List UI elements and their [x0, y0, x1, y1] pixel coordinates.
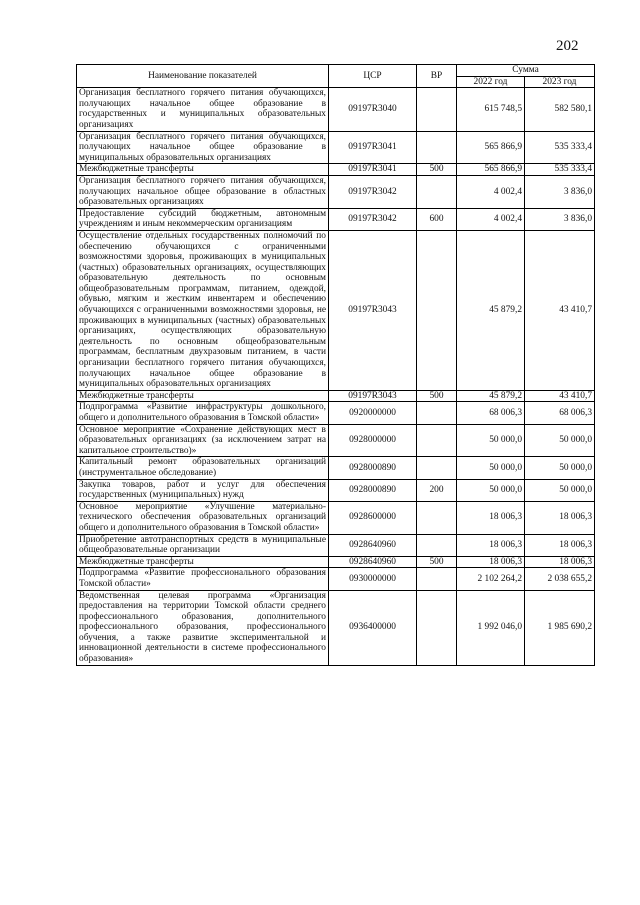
row-2022-cell: 45 879,2: [457, 390, 525, 402]
row-2023-cell: 50 000,0: [525, 479, 595, 501]
row-2023-cell: 43 410,7: [525, 390, 595, 402]
row-vr-cell: 500: [417, 390, 457, 402]
row-2023-cell: 1 985 690,2: [525, 590, 595, 665]
row-name-cell: Подпрограмма «Развитие профессионального образования Томской области»: [77, 568, 329, 590]
row-2022-cell: 615 748,5: [457, 88, 525, 131]
row-name-cell: Межбюджетные трансферты: [77, 556, 329, 568]
table-row: [77, 208, 595, 230]
header-name: Наименование показателей: [77, 65, 329, 88]
row-vr-cell: 500: [417, 556, 457, 568]
row-csr-cell: 0928600000: [329, 501, 417, 534]
table-row: [77, 590, 595, 665]
row-2023-cell: 68 006,3: [525, 402, 595, 424]
row-vr-cell: [417, 534, 457, 556]
row-csr-cell: 09197R3040: [329, 88, 417, 131]
table-row: [77, 424, 595, 457]
row-2023-cell: 3 836,0: [525, 175, 595, 208]
row-csr-cell: 0936400000: [329, 590, 417, 665]
row-name-cell: Подпрограмма «Развитие инфраструктуры дошкольного, общего и дополнительного образования в Томской области»: [77, 402, 329, 424]
row-2022-cell: 1 992 046,0: [457, 590, 525, 665]
row-csr-cell: 0928000000: [329, 424, 417, 457]
row-2023-cell: 18 006,3: [525, 534, 595, 556]
table-row: [77, 457, 595, 479]
row-vr-cell: 200: [417, 479, 457, 501]
row-csr-cell: 0928000890: [329, 457, 417, 479]
table-row: [77, 556, 595, 568]
row-2023-cell: 43 410,7: [525, 230, 595, 390]
row-vr-cell: [417, 568, 457, 590]
row-2022-cell: 565 866,9: [457, 131, 525, 164]
row-csr-cell: 09197R3043: [329, 230, 417, 390]
row-2023-cell: 2 038 655,2: [525, 568, 595, 590]
row-name-cell: Ведомственная целевая программа «Организация предоставления на территории Томской области среднего профессионального образования, дополнительного профессионального образования, профессионального обучения, а также развитие экспериментальной и инновационной деятельности в системе профессионального образования»: [77, 590, 329, 665]
row-2023-cell: 535 333,4: [525, 164, 595, 176]
table-row: [77, 568, 595, 590]
table-row: [77, 501, 595, 534]
row-2023-cell: 50 000,0: [525, 424, 595, 457]
header-vr: ВР: [417, 65, 457, 88]
header-year-2023: 2023 год: [525, 76, 595, 88]
row-2022-cell: 18 006,3: [457, 556, 525, 568]
row-2023-cell: 18 006,3: [525, 501, 595, 534]
row-2022-cell: 4 002,4: [457, 175, 525, 208]
header-sum: Сумма: [457, 65, 595, 77]
row-vr-cell: [417, 457, 457, 479]
row-vr-cell: 600: [417, 208, 457, 230]
row-name-cell: Межбюджетные трансферты: [77, 164, 329, 176]
table-row: [77, 534, 595, 556]
row-2023-cell: 3 836,0: [525, 208, 595, 230]
header-year-2022: 2022 год: [457, 76, 525, 88]
row-2023-cell: 582 580,1: [525, 88, 595, 131]
row-name-cell: Организация бесплатного горячего питания обучающихся, получающих начальное общее образование в областных образовательных организациях: [77, 175, 329, 208]
row-2022-cell: 565 866,9: [457, 164, 525, 176]
row-name-cell: Приобретение автотранспортных средств в муниципальные общеобразовательные организации: [77, 534, 329, 556]
row-csr-cell: 0928640960: [329, 556, 417, 568]
row-2022-cell: 18 006,3: [457, 534, 525, 556]
row-csr-cell: 09197R3042: [329, 208, 417, 230]
row-vr-cell: [417, 590, 457, 665]
row-csr-cell: 09197R3042: [329, 175, 417, 208]
row-csr-cell: 0920000000: [329, 402, 417, 424]
row-vr-cell: [417, 88, 457, 131]
row-vr-cell: 500: [417, 164, 457, 176]
row-csr-cell: 09197R3041: [329, 164, 417, 176]
table-row: [77, 164, 595, 176]
table-row: [77, 402, 595, 424]
row-2022-cell: 50 000,0: [457, 424, 525, 457]
row-name-cell: Предоставление субсидий бюджетным, автономным учреждениям и иным некоммерческим организациям: [77, 208, 329, 230]
row-vr-cell: [417, 131, 457, 164]
row-2022-cell: 50 000,0: [457, 457, 525, 479]
row-2022-cell: 18 006,3: [457, 501, 525, 534]
table-row: [77, 88, 595, 131]
row-name-cell: Закупка товаров, работ и услуг для обеспечения государственных (муниципальных) нужд: [77, 479, 329, 501]
row-2023-cell: 535 333,4: [525, 131, 595, 164]
table-row: [77, 175, 595, 208]
table-row: [77, 131, 595, 164]
row-vr-cell: [417, 230, 457, 390]
row-csr-cell: 0930000000: [329, 568, 417, 590]
row-name-cell: Организация бесплатного горячего питания обучающихся, получающих начальное общее образование в государственных и муниципальных образовательных организациях: [77, 88, 329, 131]
row-2022-cell: 68 006,3: [457, 402, 525, 424]
row-name-cell: Межбюджетные трансферты: [77, 390, 329, 402]
row-2023-cell: 18 006,3: [525, 556, 595, 568]
table-row: [77, 479, 595, 501]
row-name-cell: Основное мероприятие «Улучшение материально-технического обеспечения образовательных организаций общего и дополнительного образования в Томской области»: [77, 501, 329, 534]
row-vr-cell: [417, 501, 457, 534]
row-name-cell: Капитальный ремонт образовательных организаций (инструментальное обследование): [77, 457, 329, 479]
row-vr-cell: [417, 402, 457, 424]
row-vr-cell: [417, 424, 457, 457]
row-2022-cell: 50 000,0: [457, 479, 525, 501]
row-csr-cell: 09197R3043: [329, 390, 417, 402]
row-vr-cell: [417, 175, 457, 208]
row-2022-cell: 45 879,2: [457, 230, 525, 390]
header-csr: ЦСР: [329, 65, 417, 88]
table-row: [77, 230, 595, 390]
row-csr-cell: 0928640960: [329, 534, 417, 556]
row-2022-cell: 4 002,4: [457, 208, 525, 230]
budget-table: [76, 64, 595, 666]
row-2023-cell: 50 000,0: [525, 457, 595, 479]
row-name-cell: Основное мероприятие «Сохранение действующих мест в образовательных организациях (за исключением затрат на капитальное строительство)»: [77, 424, 329, 457]
page-number: 202: [556, 38, 579, 54]
table-row: [77, 390, 595, 402]
row-csr-cell: 09197R3041: [329, 131, 417, 164]
row-2022-cell: 2 102 264,2: [457, 568, 525, 590]
row-name-cell: Осуществление отдельных государственных полномочий по обеспечению обучающихся с ограниченными возможностями здоровья, проживающих в муниципальных (частных) образовательных организациях, осуществляющих образовательную деятельность по основным общеобразовательным программам, питанием, одеждой, обувью, мягким и жестким инвентарем и обеспечению обучающихся с ограниченными возможностями здоровья, не проживающих в муниципальных (частных) образовательных организациях, осуществляющих образовательную деятельность по основным общеобразовательным программам, бесплатным двухразовым питанием, в части организации бесплатного горячего питания обучающихся, получающих начальное общее образование в муниципальных образовательных организациях: [77, 230, 329, 390]
row-csr-cell: 0928000890: [329, 479, 417, 501]
row-name-cell: Организация бесплатного горячего питания обучающихся, получающих начальное общее образование в муниципальных образовательных организациях: [77, 131, 329, 164]
